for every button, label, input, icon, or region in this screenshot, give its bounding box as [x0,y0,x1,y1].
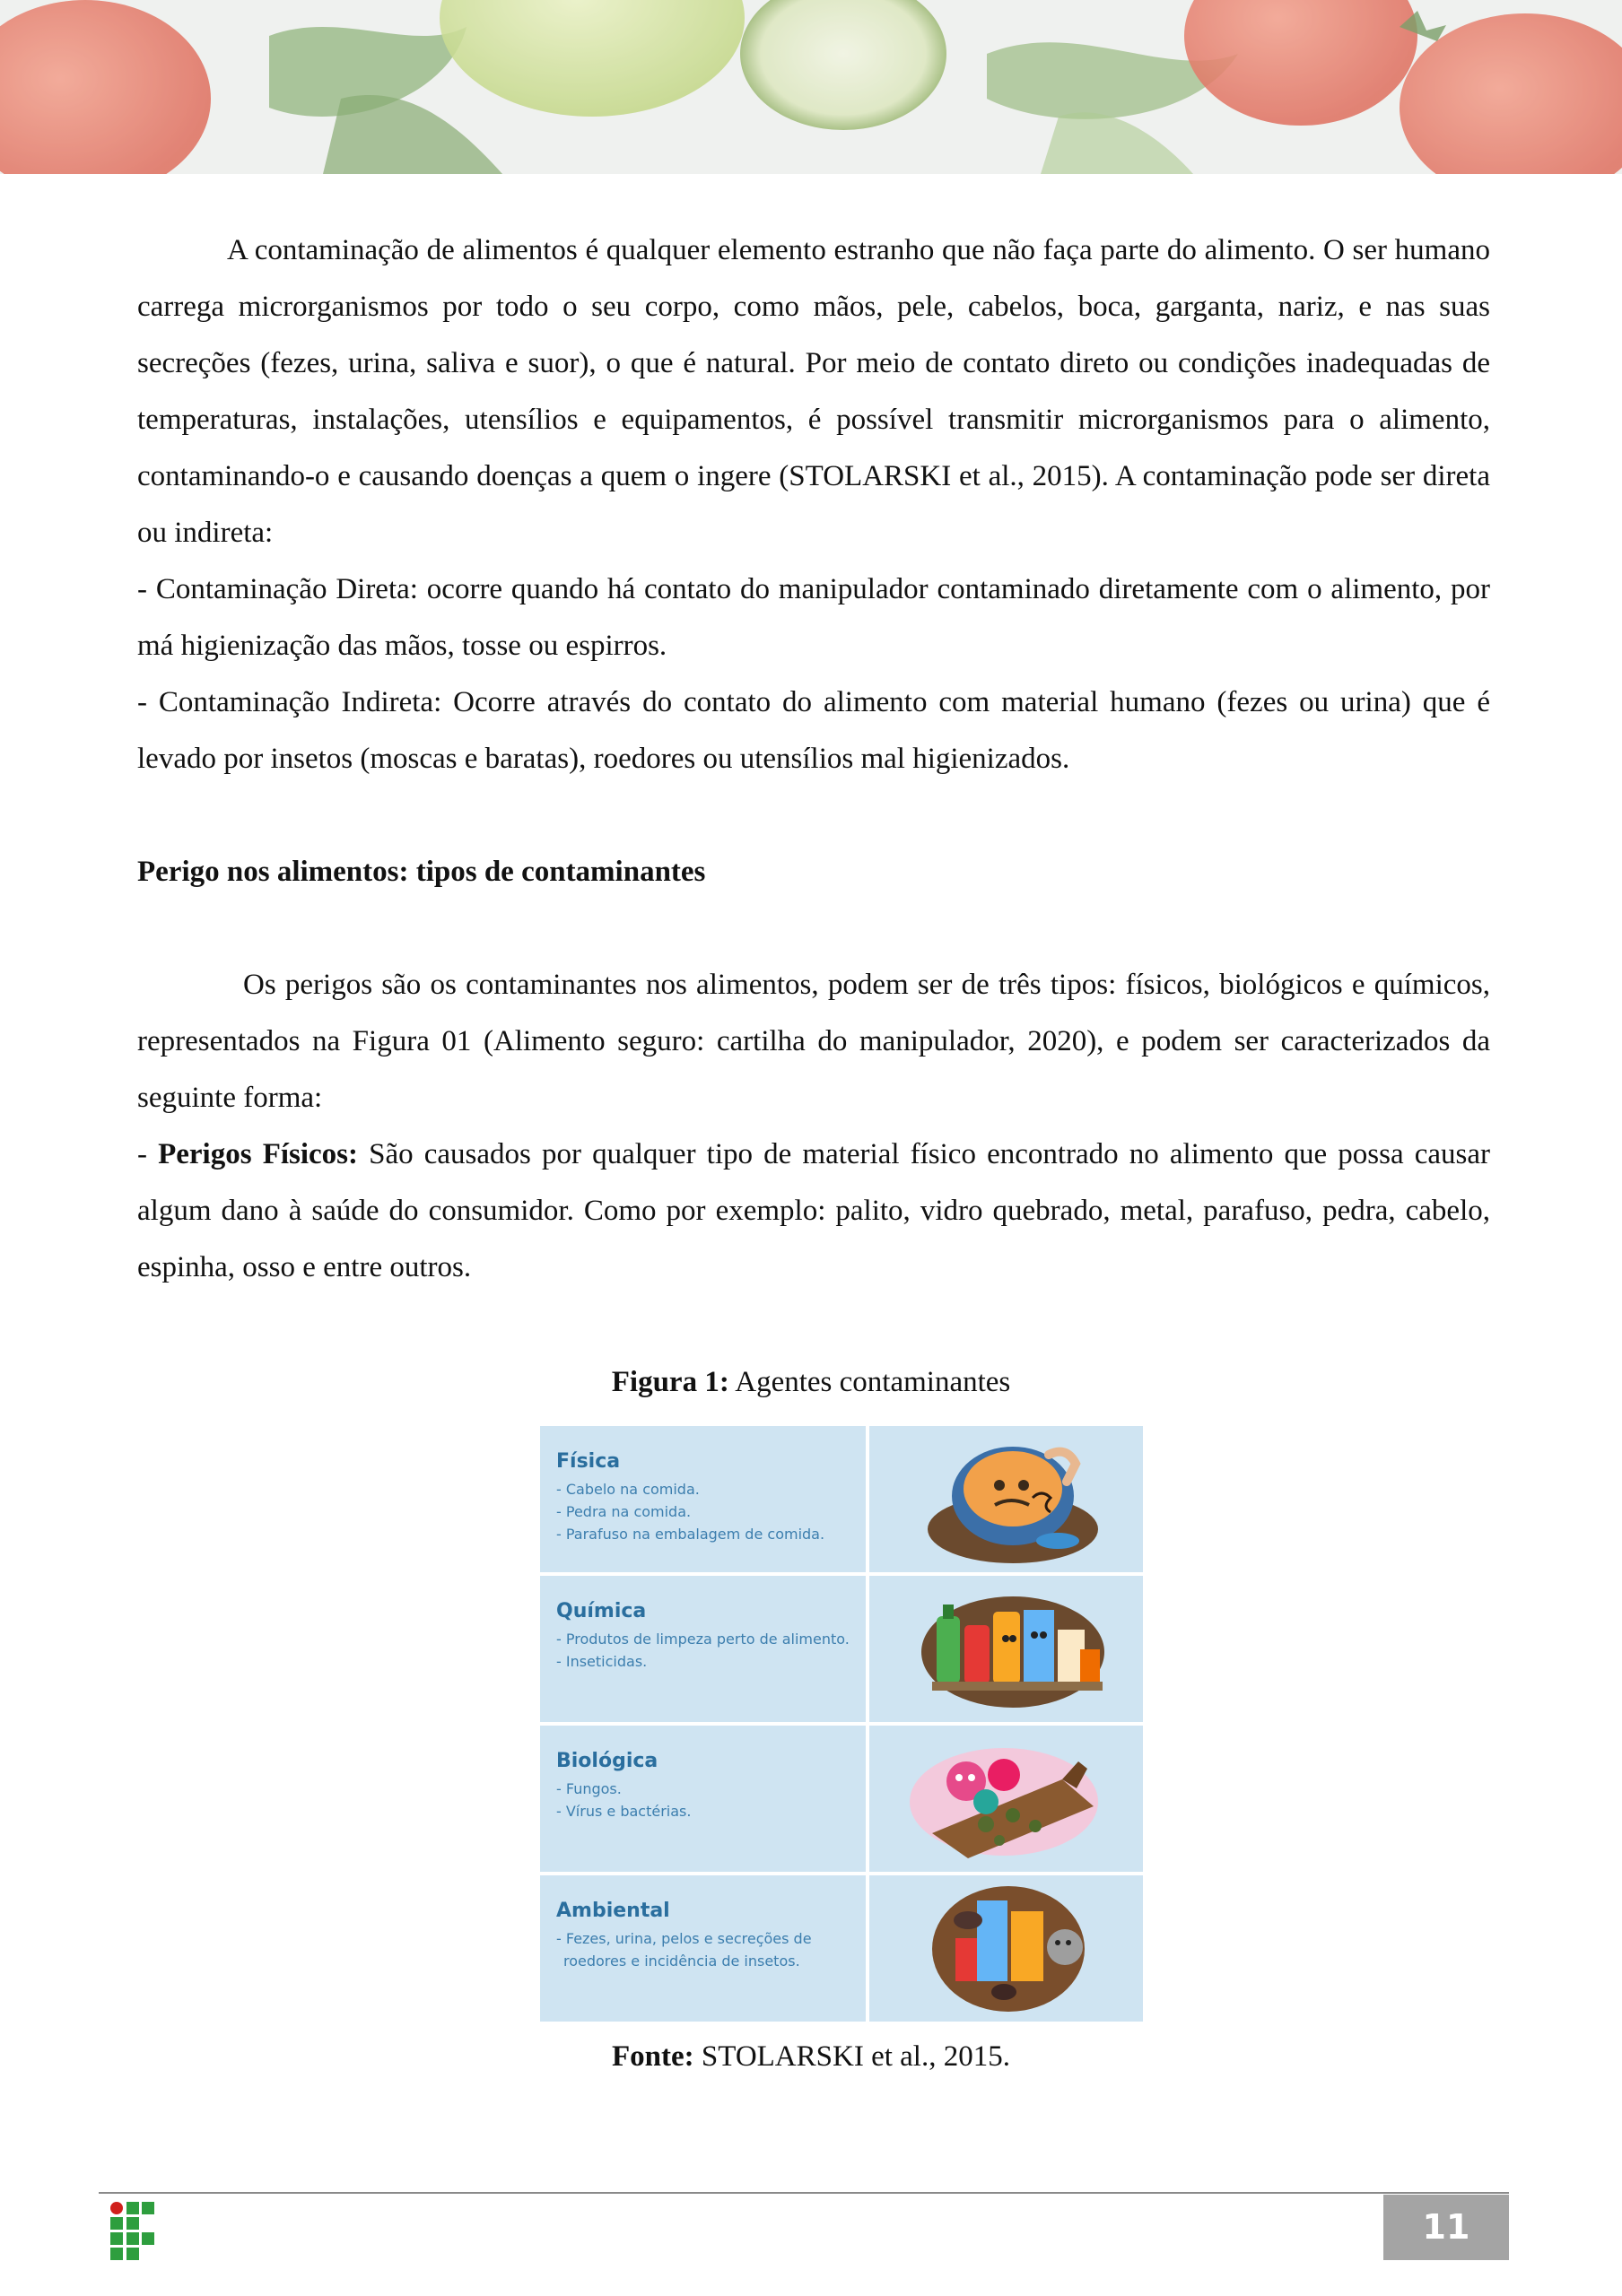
paragraph-contaminacao-indireta: - Contaminação Indireta: Ocorre através do contato do alimento com material humano (fezes ou urina) que é levado por insetos (moscas e baratas), roedores ou utensílios mal higienizados. [137,686,1490,775]
pests-icon [869,1875,1143,2022]
figure-row-fisica [540,1426,1143,1572]
paragraph-perigos: Os perigos são os contaminantes nos alimentos, podem ser de três tipos: físicos, biológicos e químicos, representados na Figura 01 (Alimento seguro: cartilha do manipulador, 2020), e podem ser caracterizados da seguinte forma: [137,969,1490,1114]
institution-logo-icon [109,2201,156,2260]
paragraph-contaminacao: A contaminação de alimentos é qualquer elemento estranho que não faça parte do alimento. O ser humano carrega microrganismos por todo o seu corpo, como mãos, pele, cabelos, boca, garganta, nariz, e nas suas secreções (fezes, urina, saliva e suor), o que é natural. Por meio de contato direto ou condições inadequadas de temperaturas, instalações, utensílios e equipamentos, é possível transmitir microrganismos para o alimento, contaminando-o e causando doenças a quem o ingere (STOLARSKI et al., 2015). A contaminação pode ser direta ou indireta: [137,234,1490,549]
figure-row-image [869,1875,1143,2022]
paragraph-contaminacao-direta: - Contaminação Direta: ocorre quando há contato do manipulador contaminado diretamente com o alimento, por má higienização das mãos, tosse ou espirros. [137,573,1490,662]
figure-row-item: - Vírus e bactérias. [556,1803,692,1820]
document-body [137,222,1490,1296]
figure-row-item: - Fungos. [556,1780,622,1797]
footer-divider [99,2192,1509,2194]
term-perigos-fisicos: Perigos Físicos: [158,1138,359,1170]
figure-row-title: Ambiental [556,1900,670,1922]
figure-row-title: Biológica [556,1750,658,1772]
figure-row-text [540,1875,866,2022]
figure-row-title: Física [556,1450,621,1473]
figure-row-quimica [540,1576,1143,1722]
header-banner [0,0,1622,174]
figure-row-item: - Fezes, urina, pelos e secreções de [556,1930,812,1947]
figure-row-item: - Cabelo na comida. [556,1481,700,1498]
figure-row-item: - Produtos de limpeza perto de alimento. [556,1631,850,1648]
list-dash: - [137,1138,159,1170]
figure-row-text [540,1426,866,1572]
figure-caption-text: Agentes contaminantes [728,1366,1011,1398]
figure-row-image [869,1726,1143,1872]
figure-row-item: roedores e incidência de insetos. [563,1952,800,1970]
figure-caption-label: Figura 1: [611,1366,729,1398]
figure-row-item: - Parafuso na embalagem de comida. [556,1526,825,1543]
figure-row-item: - Inseticidas. [556,1653,648,1670]
figure-row-image [869,1426,1143,1572]
figure-source-text: STOLARSKI et al., 2015. [693,2040,1010,2073]
figure-source-label: Fonte: [612,2040,694,2073]
soup-bowl-icon [869,1426,1143,1572]
paragraph-perigos-fisicos-text: São causados por qualquer tipo de material físico encontrado no alimento que possa causar algum dano à saúde do consumidor. Como por exemplo: palito, vidro quebrado, metal, parafuso, pedra, cabelo, espinha, osso e entre outros. [137,1138,1490,1283]
figure-agentes-contaminantes [540,1426,1143,2022]
figure-row-biologica [540,1726,1143,1872]
figure-row-item: - Pedra na comida. [556,1503,692,1520]
moldy-board-icon [869,1726,1143,1872]
vegetables-banner-image [0,0,1622,174]
figure-row-text [540,1576,866,1722]
figure-source [0,2029,1622,2085]
figure-row-title: Química [556,1600,647,1622]
paragraph-perigos-fisicos [137,1126,1490,1296]
figure-row-ambiental [540,1875,1143,2022]
cleaning-products-icon [869,1576,1143,1722]
page-number: 11 [1383,2195,1509,2260]
figure-row-text [540,1726,866,1872]
figure-row-image [869,1576,1143,1722]
figure-caption [0,1354,1622,1411]
section-heading: Perigo nos alimentos: tipos de contaminantes [137,856,706,888]
